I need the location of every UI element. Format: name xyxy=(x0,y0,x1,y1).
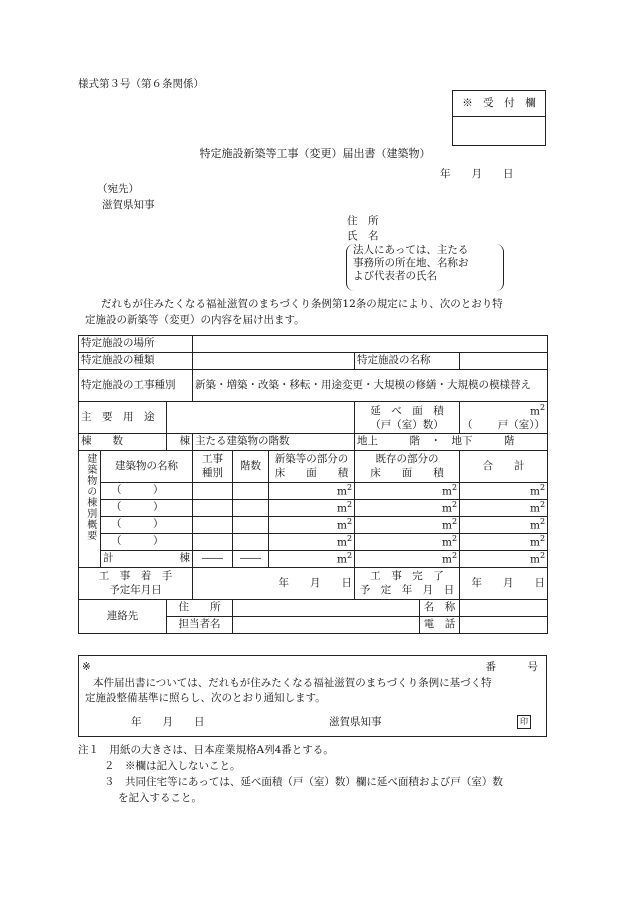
total-work-dash: ―― xyxy=(193,551,233,568)
facility-name-label: 特定施設の名称 xyxy=(355,353,460,370)
new-area-cell[interactable]: $m^2$ xyxy=(269,517,355,534)
table-row xyxy=(79,353,548,370)
main-use-value[interactable] xyxy=(167,402,355,434)
addressee: 滋賀県知事 xyxy=(102,199,155,211)
completion-date-label: 工 事 完 了 予 定 年 月 日 xyxy=(355,568,460,600)
table-row xyxy=(79,517,548,534)
new-area-cell[interactable]: $m^2$ xyxy=(269,483,355,500)
facility-type-label: 特定施設の種類 xyxy=(79,353,193,370)
contact-name-value[interactable] xyxy=(460,600,548,617)
applicant-name-label: 氏 名 xyxy=(347,230,379,242)
total-unit: 棟 xyxy=(179,552,191,565)
col-total: 合 計 xyxy=(460,451,548,483)
notice-text: 定施設整備基準に照らし、次のとおり通知します。 xyxy=(85,692,326,704)
existing-area-cell[interactable]: $m^2$ xyxy=(355,517,460,534)
facility-type-value[interactable] xyxy=(193,353,355,370)
notice-date: 年 月 日 xyxy=(131,716,205,728)
col-new-area-line1: 新築等の部分の xyxy=(274,453,349,466)
building-name-cell[interactable]: （ ） xyxy=(101,534,193,551)
building-name-cell[interactable]: （ ） xyxy=(101,517,193,534)
applicant-address-label: 住 所 xyxy=(347,215,379,227)
new-area-cell[interactable]: $m^2$ xyxy=(269,534,355,551)
contact-label: 連絡先 xyxy=(79,600,167,634)
receipt-box xyxy=(452,90,546,146)
contact-person-label: 担当者名 xyxy=(167,617,233,634)
table-row xyxy=(79,370,548,402)
note-item: 注１ 用紙の大きさは、日本産業規格A列4番とする。 xyxy=(78,744,334,756)
paren-open: （ xyxy=(462,418,473,431)
total-existing-area[interactable]: $m^2$ xyxy=(355,551,460,568)
col-existing-area-line2: 床 面 積 xyxy=(370,466,444,479)
floors-cell[interactable] xyxy=(233,517,269,534)
contact-address-value[interactable] xyxy=(233,600,420,617)
notice-text: 本件届出書については、だれもが住みたくなる福祉滋賀のまちづくり条例に基づく特 xyxy=(93,677,492,689)
work-type-cell[interactable] xyxy=(193,500,233,517)
corporation-note-line: よび代表者の氏名 xyxy=(353,270,437,283)
col-new-area-line2: 床 面 積 xyxy=(274,466,349,479)
floors-cell[interactable] xyxy=(233,500,269,517)
floors-cell[interactable] xyxy=(233,534,269,551)
units-count-text: （戸（室）数） xyxy=(370,418,444,431)
note-item: ３ 共同住宅等にあっては、延べ面積（戸（室）数）欄に延べ面積および戸（室）数 xyxy=(104,776,503,788)
table-row xyxy=(79,568,548,600)
notice-mark: ※ xyxy=(82,661,91,673)
col-new-area xyxy=(269,451,355,483)
col-existing-area-line1: 既存の部分の xyxy=(375,453,439,466)
floor-area-label xyxy=(355,402,460,434)
table-row xyxy=(79,600,548,617)
building-overview-text: 建築物の棟別概要 xyxy=(84,453,96,541)
rooms-unit: 戸（室）） xyxy=(497,418,546,431)
notice-box xyxy=(78,655,547,737)
table-row xyxy=(79,483,548,500)
total-area-cell[interactable]: $m^2$ xyxy=(460,500,548,517)
contact-address-label: 住 所 xyxy=(167,600,233,617)
contact-name-label: 名 称 xyxy=(420,600,460,617)
note-item: を記入すること。 xyxy=(118,792,202,804)
table-row xyxy=(79,336,548,353)
table-row xyxy=(79,402,548,434)
addressee-prefix: （宛先） xyxy=(97,183,139,195)
table-row xyxy=(79,551,548,568)
total-sum-area[interactable]: $m^2$ xyxy=(460,551,548,568)
page-title: 特定施設新築等工事（変更）届出書（建築物） xyxy=(199,147,431,160)
building-count-label: 棟 数 xyxy=(79,434,167,451)
total-new-area[interactable]: $m^2$ xyxy=(269,551,355,568)
seal-mark: 印 xyxy=(517,715,531,729)
table-row xyxy=(79,434,548,451)
work-type-options[interactable]: 新築・増築・改築・移転・用途変更・大規模の修繕・大規模の模様替え xyxy=(193,370,548,402)
main-use-label: 主 要 用 途 xyxy=(79,402,167,434)
col-floors: 階数 xyxy=(233,451,269,483)
total-area-cell[interactable]: $m^2$ xyxy=(460,483,548,500)
col-work-type xyxy=(193,451,233,483)
contact-phone-label: 電 話 xyxy=(420,617,460,634)
floors-cell[interactable] xyxy=(233,483,269,500)
notice-number-label: 番 号 xyxy=(485,661,538,673)
facility-name-value[interactable] xyxy=(460,353,548,370)
total-label: 計 棟 xyxy=(101,551,193,568)
building-count-unit: 棟 xyxy=(179,435,191,448)
corporation-note-line: 事務所の所在地、名称お xyxy=(353,257,469,270)
main-floors-label: 主たる建築物の階数 xyxy=(193,434,355,451)
existing-area-cell[interactable]: $m^2$ xyxy=(355,534,460,551)
existing-area-cell[interactable]: $m^2$ xyxy=(355,500,460,517)
sqm-unit: m xyxy=(529,405,540,418)
col-building-name: 建築物の名称 xyxy=(101,451,193,483)
note-item: ２ ※欄は記入しないこと。 xyxy=(104,760,241,772)
completion-date-value[interactable]: 年 月 日 xyxy=(460,568,548,600)
work-type-label: 特定施設の工事種別 xyxy=(79,370,193,402)
table-row xyxy=(79,500,548,517)
body-text: だれもが住みたくなる福祉滋賀のまちづくり条例第12条の規定により、次のとおり特 xyxy=(101,298,503,310)
contact-phone-value[interactable] xyxy=(460,617,548,634)
new-area-cell[interactable]: $m^2$ xyxy=(269,500,355,517)
start-date-value[interactable]: 年 月 日 xyxy=(193,568,355,600)
location-label: 特定施設の場所 xyxy=(79,336,193,353)
floor-area-value[interactable]: $m^2$ （ 戸（室）） xyxy=(460,402,548,434)
receipt-label: ※ 受 付 欄 xyxy=(453,91,545,117)
total-area-cell[interactable]: $m^2$ xyxy=(460,534,548,551)
col-work-type-line2: 種別 xyxy=(202,466,224,479)
floor-area-text: 延 べ 面 積 xyxy=(370,405,444,418)
table-row xyxy=(79,451,548,483)
col-existing-area xyxy=(355,451,460,483)
location-value[interactable] xyxy=(193,336,548,353)
body-text: 定施設の新築等（変更）の内容を届け出ます。 xyxy=(85,314,305,326)
existing-area-cell[interactable]: $m^2$ xyxy=(355,483,460,500)
building-count-value[interactable] xyxy=(167,434,193,451)
contact-person-value[interactable] xyxy=(233,617,420,634)
start-date-label: 工 事 着 手 予定年月日 xyxy=(79,568,193,600)
work-type-cell[interactable] xyxy=(193,517,233,534)
building-name-cell[interactable]: （ ） xyxy=(101,500,193,517)
work-type-cell[interactable] xyxy=(193,483,233,500)
application-table xyxy=(78,335,548,634)
work-type-cell[interactable] xyxy=(193,534,233,551)
corporation-note-bracket xyxy=(346,244,504,291)
form-number: 様式第３号（第６条関係） xyxy=(78,78,204,90)
notice-issuer: 滋賀県知事 xyxy=(329,716,382,728)
building-name-cell[interactable]: （ ） xyxy=(101,483,193,500)
table-row xyxy=(79,534,548,551)
building-overview-label xyxy=(79,451,101,568)
corporation-note-line: 法人にあっては、主たる xyxy=(353,244,469,256)
col-work-type-line1: 工事 xyxy=(202,453,224,466)
total-area-cell[interactable]: $m^2$ xyxy=(460,517,548,534)
total-floors-dash: ―― xyxy=(233,551,269,568)
floors-value[interactable]: 地上 階 ・ 地下 階 xyxy=(355,434,548,451)
submission-date: 年 月 日 xyxy=(440,168,514,180)
